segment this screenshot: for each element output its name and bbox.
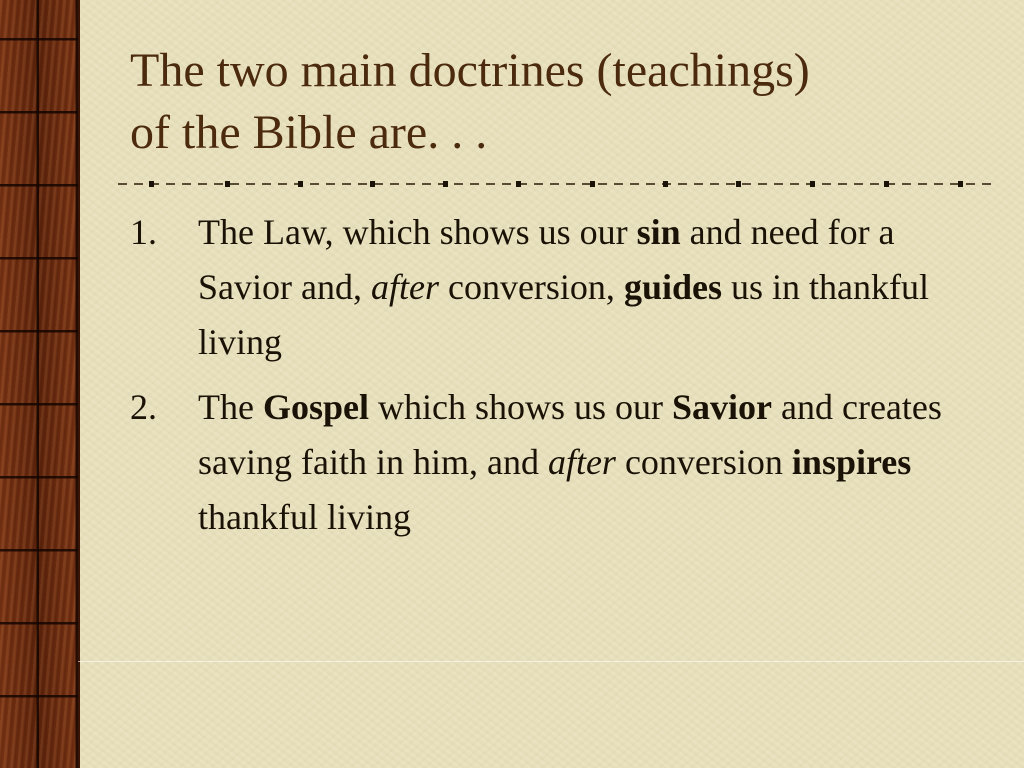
item-text: and need for a Savior and,	[198, 212, 895, 307]
emphasis-inspires: inspires	[791, 442, 912, 482]
emphasis-after: after	[370, 267, 439, 307]
item-text: us in thankful living	[198, 267, 929, 362]
item-number: 2.	[130, 387, 157, 427]
slide-title	[130, 40, 990, 164]
wood-border-strip	[0, 0, 80, 768]
item-text: which shows us our	[368, 387, 672, 427]
emphasis-after: after	[547, 442, 616, 482]
doctrine-item-law	[130, 205, 980, 370]
item-text: and creates saving faith in him, and	[198, 387, 942, 482]
emphasis-gospel: Gospel	[262, 387, 369, 427]
title-divider	[118, 176, 994, 192]
emphasis-savior: Savior	[671, 387, 772, 427]
doctrine-item-gospel	[130, 380, 980, 545]
doctrine-list	[130, 205, 980, 555]
item-number: 1.	[130, 212, 157, 252]
slide-title-line-2: of the Bible are. . .	[130, 106, 488, 159]
item-text: conversion	[615, 442, 792, 482]
item-text: The Law, which shows us our	[198, 212, 637, 252]
emphasis-sin: sin	[636, 212, 681, 252]
item-text: conversion,	[438, 267, 624, 307]
bottom-rule	[78, 661, 1024, 662]
slide-title-line-1: The two main doctrines (teachings)	[130, 44, 810, 97]
item-text: The	[198, 387, 263, 427]
emphasis-guides: guides	[623, 267, 722, 307]
item-text: thankful living	[198, 497, 411, 537]
